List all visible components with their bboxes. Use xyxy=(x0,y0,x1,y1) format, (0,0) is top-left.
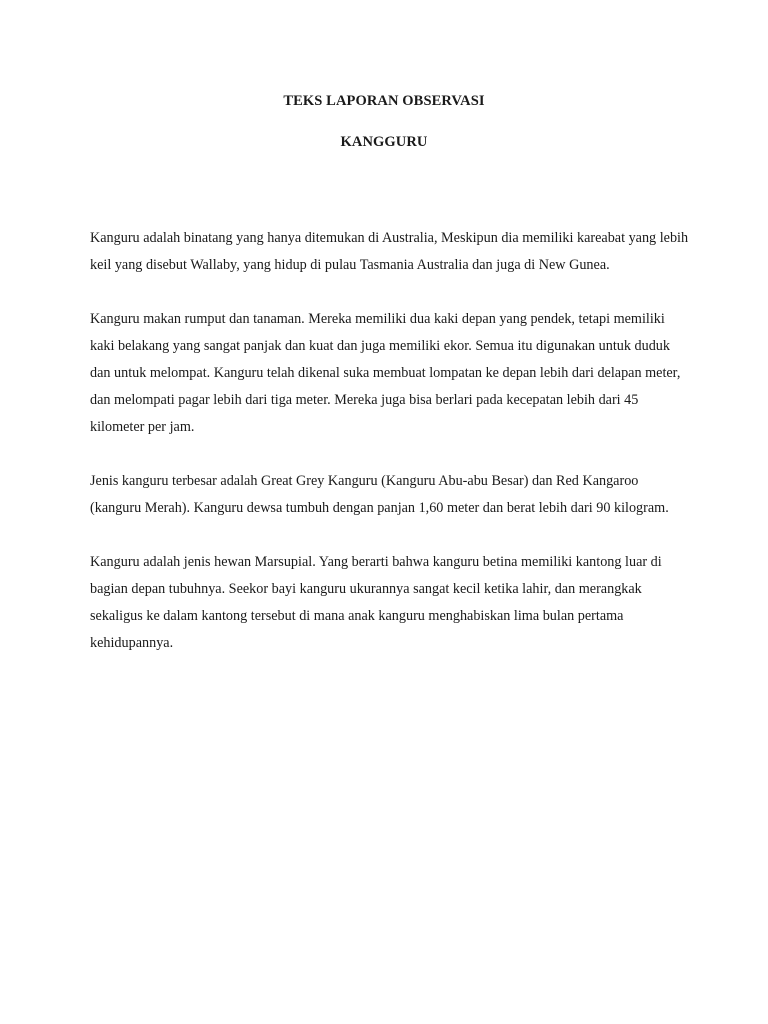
paragraph-2: Kanguru makan rumput dan tanaman. Mereka memiliki dua kaki depan yang pendek, tetapi memiliki kaki belakang yang sangat panjak dan kuat dan juga memiliki ekor. Semua itu digunakan untuk duduk dan untuk melompat. Kanguru telah dikenal suka membuat lompatan ke depan lebih dari delapan meter, dan melompati pagar lebih dari tiga meter. Mereka juga bisa berlari pada kecepatan lebih dari 45 kilometer per jam. xyxy=(90,311,681,435)
document-body xyxy=(90,225,690,684)
document-title: TEKS LAPORAN OBSERVASI xyxy=(283,93,485,109)
paragraph-4: Kanguru adalah jenis hewan Marsupial. Yang berarti bahwa kanguru betina memiliki kantong luar di bagian depan tubuhnya. Seekor bayi kanguru ukurannya sangat kecil ketika lahir, dan merangkak sekaligus ke dalam kantong tersebut di mana anak kanguru menghabiskan lima bulan pertama kehidupannya. xyxy=(90,554,662,651)
paragraph-3: Jenis kanguru terbesar adalah Great Grey Kanguru (Kanguru Abu-abu Besar) dan Red Kangaroo (kanguru Merah). Kanguru dewsa tumbuh dengan panjan 1,60 meter dan berat lebih dari 90 kilogram. xyxy=(90,473,669,516)
paragraph-1: Kanguru adalah binatang yang hanya ditemukan di Australia, Meskipun dia memiliki kareabat yang lebih keil yang disebut Wallaby, yang hidup di pulau Tasmania Australia dan juga di New Gunea. xyxy=(90,230,689,273)
document-subtitle: KANGGURU xyxy=(340,134,428,150)
